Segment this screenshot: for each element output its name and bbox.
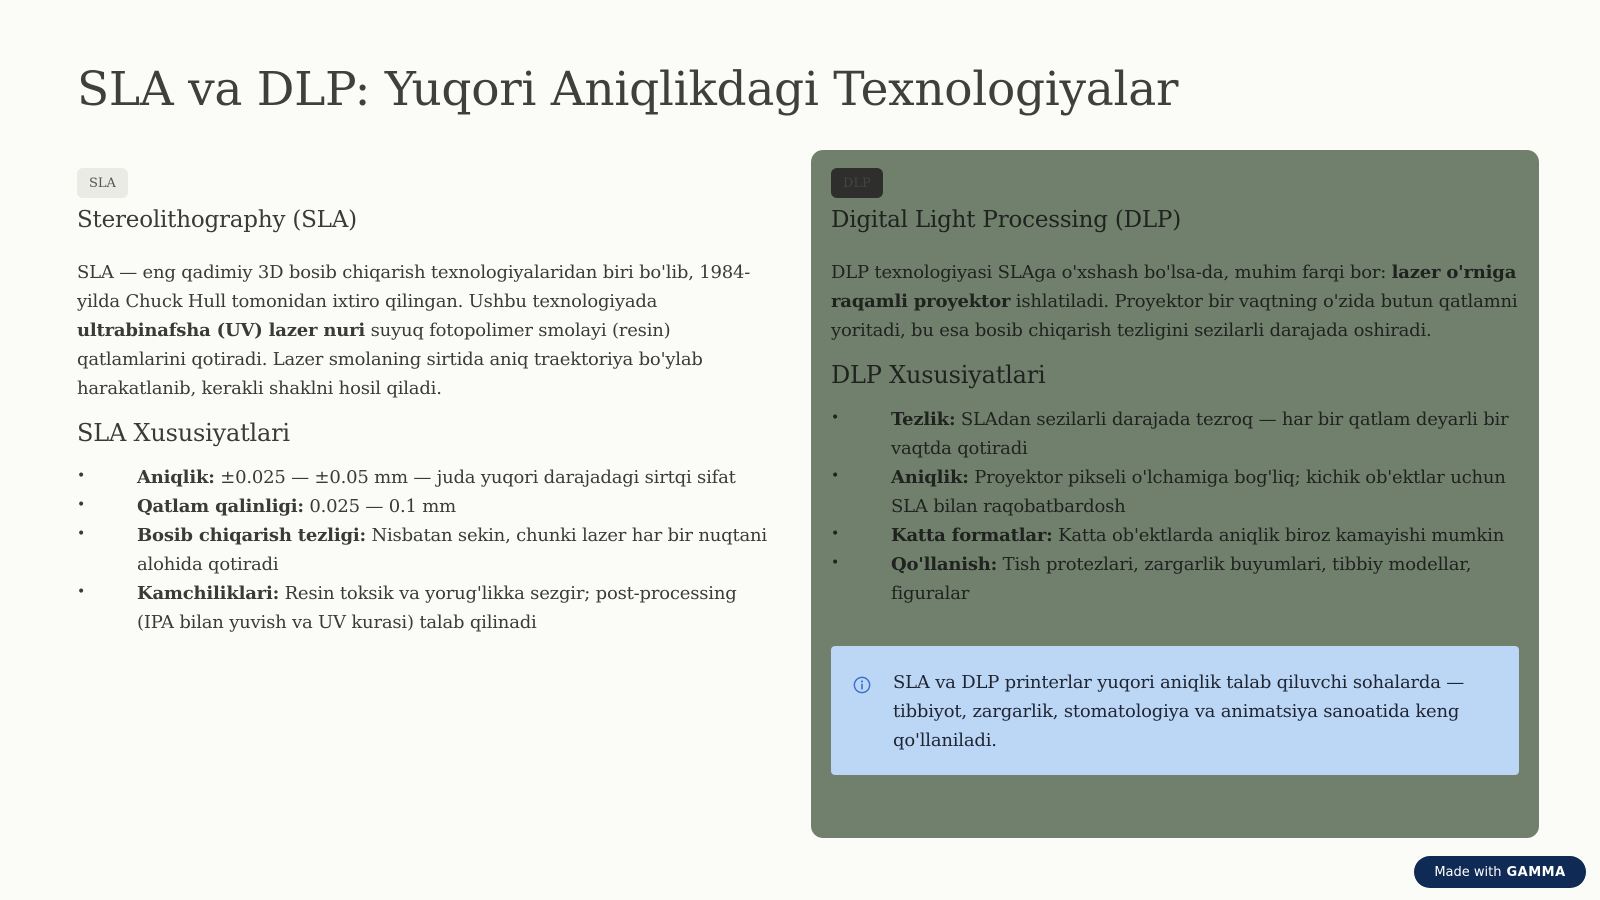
gamma-badge-prefix: Made with <box>1434 864 1502 880</box>
dlp-features-list <box>831 405 1519 608</box>
dlp-card <box>811 150 1539 838</box>
sla-description <box>77 258 777 403</box>
feature-label: Qo'llanish: <box>891 553 998 575</box>
feature-text: 0.025 — 0.1 mm <box>303 495 457 517</box>
feature-label: Katta formatlar: <box>891 524 1053 546</box>
sla-description-text-1: SLA — eng qadimiy 3D bosib chiqarish texnologiyalaridan biri bo'lib, 1984-yilda Chuck Hull tomonidan ixtiro qilingan. Ushbu texnologiyada <box>77 262 751 313</box>
sla-features-list <box>77 463 777 637</box>
callout-text: SLA va DLP printerlar yuqori aniqlik talab qiluvchi sohalarda — tibbiyot, zargarlik, stomatologiya va animatsiya sanoatida keng qo'llaniladi. <box>893 671 1465 751</box>
feature-label: Aniqlik: <box>891 466 969 488</box>
feature-label: Kamchiliklari: <box>137 582 280 604</box>
bullet-icon: • <box>831 467 840 484</box>
list-item <box>77 579 777 637</box>
feature-label: Aniqlik: <box>137 466 215 488</box>
info-callout <box>831 646 1519 775</box>
dlp-description <box>831 258 1519 345</box>
bullet-icon: • <box>77 525 86 542</box>
feature-text: Tish protezlari, zargarlik buyumlari, tibbiy modellar, figuralar <box>891 553 1472 604</box>
feature-text: Nisbatan sekin, chunki lazer har bir nuqtani alohida qotiradi <box>137 524 767 575</box>
sla-badge: SLA <box>77 168 128 198</box>
dlp-description-bold: lazer o'rniga raqamli proyektor <box>831 262 1517 313</box>
bullet-icon: • <box>831 554 840 571</box>
list-item <box>831 463 1519 521</box>
feature-text: Resin toksik va yorug'likka sezgir; post-processing (IPA bilan yuvish va UV kurasi) talab qilinadi <box>137 582 737 633</box>
feature-text: Katta ob'ektlarda aniqlik biroz kamayishi mumkin <box>1052 524 1505 546</box>
sla-heading: Stereolithography (SLA) <box>77 207 357 233</box>
dlp-badge: DLP <box>831 168 883 198</box>
sla-description-text-2: suyuq fotopolimer smolayi (resin) qatlamlarini qotiradi. Lazer smolaning sirtida aniq traektoriya bo'ylab harakatlanib, kerakli shaklni hosil qiladi. <box>77 320 703 400</box>
feature-text: ±0.025 — ±0.05 mm — juda yuqori darajadagi sirtqi sifat <box>214 466 736 488</box>
info-icon <box>853 676 871 694</box>
feature-text: SLAdan sezilarli darajada tezroq — har bir qatlam deyarli bir vaqtda qotiradi <box>891 408 1509 459</box>
made-with-gamma-badge[interactable] <box>1414 856 1586 888</box>
dlp-description-text-1: DLP texnologiyasi SLAga o'xshash bo'lsa-da, muhim farqi bor: <box>831 262 1392 284</box>
bullet-icon: • <box>77 467 86 484</box>
feature-label: Tezlik: <box>891 408 956 430</box>
sla-column <box>77 168 777 637</box>
feature-label: Qatlam qalinligi: <box>137 495 304 517</box>
list-item <box>77 521 777 579</box>
bullet-icon: • <box>831 525 840 542</box>
feature-text: Proyektor pikseli o'lchamiga bog'liq; kichik ob'ektlar uchun SLA bilan raqobatbardosh <box>891 466 1506 517</box>
list-item <box>831 550 1519 608</box>
sla-description-bold: ultrabinafsha (UV) lazer nuri <box>77 320 366 342</box>
list-item <box>77 463 777 492</box>
page-title: SLA va DLP: Yuqori Aniqlikdagi Texnologiyalar <box>77 62 1179 117</box>
list-item <box>77 492 777 521</box>
feature-label: Bosib chiqarish tezligi: <box>137 524 366 546</box>
dlp-features-heading: DLP Xususiyatlari <box>831 361 1046 390</box>
sla-features-heading: SLA Xususiyatlari <box>77 419 290 448</box>
dlp-description-text-2: ishlatiladi. Proyektor bir vaqtning o'zida butun qatlamni yoritadi, bu esa bosib chiqarish tezligini sezilarli darajada oshiradi. <box>831 291 1518 342</box>
dlp-heading: Digital Light Processing (DLP) <box>831 207 1181 233</box>
bullet-icon: • <box>831 409 840 426</box>
list-item <box>831 405 1519 463</box>
gamma-logo: GAMMA <box>1506 864 1566 880</box>
bullet-icon: • <box>77 583 86 600</box>
list-item <box>831 521 1519 550</box>
bullet-icon: • <box>77 496 86 513</box>
